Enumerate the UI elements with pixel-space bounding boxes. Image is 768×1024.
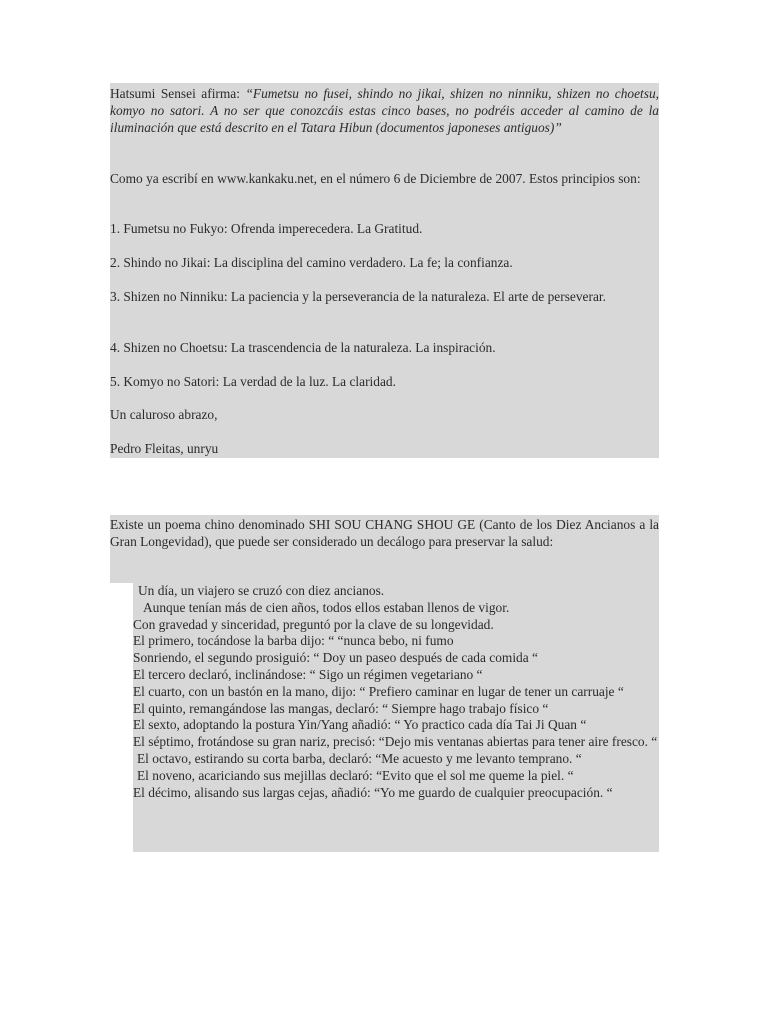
principle-3: 3. Shizen no Ninniku: La paciencia y la perseverancia de la naturaleza. El arte de perseverar. xyxy=(110,289,606,304)
intro-prefix: Hatsumi Sensei afirma: xyxy=(110,86,246,101)
poem-line: Con gravedad y sinceridad, preguntó por la clave de su longevidad. xyxy=(133,616,494,632)
poem-line: El noveno, acariciando sus mejillas declaró: “Evito que el sol me queme la piel. “ xyxy=(137,767,574,783)
intro-paragraph xyxy=(110,86,659,136)
poem-line: El décimo, alisando sus largas cejas, añadió: “Yo me guardo de cualquier preocupación. “ xyxy=(133,784,613,800)
principle-2: 2. Shindo no Jikai: La disciplina del camino verdadero. La fe; la confianza. xyxy=(110,255,513,270)
poem-line: El sexto, adoptando la postura Yin/Yang añadió: “ Yo practico cada día Tai Ji Quan “ xyxy=(133,717,587,733)
intro-quote: “Fumetsu no fusei, shindo no jikai, shizen no ninniku, shizen no choetsu, komyo no satori. A no ser que conozcáis estas cinco bases, no podréis acceder al camino de la iluminación que está descrito en el Tatara Hibun (documentos japoneses antiguos)” xyxy=(110,86,660,135)
closing-line: Un caluroso abrazo, xyxy=(110,407,218,422)
reference-paragraph: Como ya escribí en www.kankaku.net, en el número 6 de Diciembre de 2007. Estos principios son: xyxy=(110,171,641,186)
signature: Pedro Fleitas, unryu xyxy=(110,441,219,456)
principle-5: 5. Komyo no Satori: La verdad de la luz. La claridad. xyxy=(110,374,396,389)
poem-intro-paragraph: Existe un poema chino denominado SHI SOU CHANG SHOU GE (Canto de los Diez Ancianos a la Gran Longevidad), que puede ser considerado un decálogo para preservar la salud: xyxy=(110,517,659,549)
poem-line: El primero, tocándose la barba dijo: “ “nunca bebo, ni fumo xyxy=(133,633,454,649)
poem-line: El tercero declaró, inclinándose: “ Sigo un régimen vegetariano “ xyxy=(133,666,483,682)
poem-line: Sonriendo, el segundo prosiguió: “ Doy un paseo después de cada comida “ xyxy=(133,650,538,666)
poem-line: El quinto, remangándose las mangas, declaró: “ Siempre hago trabajo físico “ xyxy=(133,700,549,716)
principle-1: 1. Fumetsu no Fukyo: Ofrenda imperecedera. La Gratitud. xyxy=(110,221,423,236)
poem-list xyxy=(133,583,659,801)
poem-line: El séptimo, frotándose su gran nariz, precisó: “Dejo mis ventanas abiertas para tener aire fresco. “ xyxy=(133,734,658,750)
poem-line: El octavo, estirando su corta barba, declaró: “Me acuesto y me levanto temprano. “ xyxy=(137,750,582,766)
poem-line: Aunque tenían más de cien años, todos ellos estaban llenos de vigor. xyxy=(143,599,510,615)
principle-4: 4. Shizen no Choetsu: La trascendencia de la naturaleza. La inspiración. xyxy=(110,340,496,355)
poem-line: El cuarto, con un bastón en la mano, dijo: “ Prefiero caminar en lugar de tener un carruaje “ xyxy=(133,683,624,699)
poem-line: Un día, un viajero se cruzó con diez ancianos. xyxy=(138,583,385,598)
